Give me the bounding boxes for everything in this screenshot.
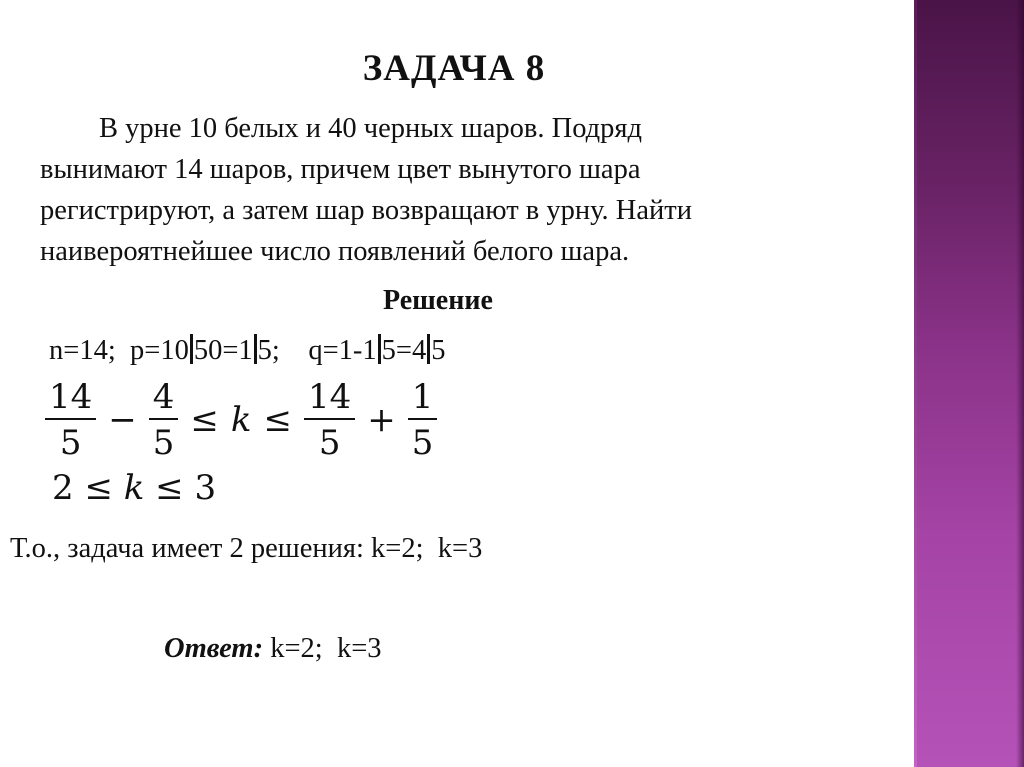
numerator: 1 bbox=[411, 377, 434, 417]
fraction bbox=[45, 377, 96, 463]
inequality-formula bbox=[45, 377, 437, 463]
problem-line: вынимают 14 шаров, причем цвет вынутого шара bbox=[40, 154, 641, 185]
answer-value: k=2; k=3 bbox=[263, 633, 382, 664]
divide-bar bbox=[378, 334, 381, 364]
answer-line bbox=[164, 633, 382, 665]
denominator: 5 bbox=[152, 423, 175, 463]
decorative-side-stripe bbox=[914, 0, 1024, 767]
answer-label: Ответ: bbox=[164, 633, 264, 664]
result-inequality bbox=[52, 468, 216, 508]
divide-bar bbox=[427, 334, 430, 364]
solution-heading: Решение bbox=[383, 285, 493, 316]
problem-line: регистрируют, а затем шар возвращают в урну. Найти bbox=[40, 195, 692, 226]
param-q-end: 5 bbox=[431, 335, 446, 366]
conclusion-text: Т.о., задача имеет 2 решения: k=2; k=3 bbox=[10, 533, 483, 564]
slide-title bbox=[0, 47, 914, 90]
le-operator: ≤ bbox=[190, 400, 219, 440]
variable-k: k bbox=[123, 468, 145, 508]
fraction bbox=[149, 377, 179, 463]
result-left: 2 ≤ bbox=[52, 468, 124, 508]
param-p-prefix: p=10 bbox=[130, 335, 189, 366]
param-q-mid: 5=4 bbox=[381, 335, 427, 366]
param-n: n=14; bbox=[49, 335, 116, 366]
result-right: ≤ 3 bbox=[144, 468, 217, 508]
variable-k: k bbox=[230, 400, 252, 440]
plus-operator: + bbox=[367, 400, 396, 440]
numerator: 14 bbox=[49, 377, 93, 417]
problem-statement bbox=[40, 108, 820, 272]
param-p-mid: 50=1 bbox=[193, 335, 253, 366]
problem-line: В урне 10 белых и 40 черных шаров. Подряд bbox=[99, 113, 642, 144]
le-operator: ≤ bbox=[263, 400, 293, 440]
denominator: 5 bbox=[411, 423, 434, 463]
slide-title-text: ЗАДАЧА 8 bbox=[362, 48, 546, 89]
fraction bbox=[408, 377, 438, 463]
divide-bar bbox=[254, 334, 257, 364]
minus-operator: − bbox=[108, 400, 137, 440]
denominator: 5 bbox=[318, 423, 341, 463]
numerator: 14 bbox=[308, 377, 352, 417]
param-p-end: 5; bbox=[257, 335, 280, 366]
param-q-prefix: q=1-1 bbox=[308, 335, 377, 366]
numerator: 4 bbox=[152, 377, 175, 417]
denominator: 5 bbox=[59, 423, 82, 463]
fraction bbox=[304, 377, 355, 463]
parameters-line bbox=[49, 334, 445, 367]
divide-bar bbox=[190, 334, 193, 364]
problem-line: наивероятнейшее число появлений белого шара. bbox=[40, 236, 630, 267]
